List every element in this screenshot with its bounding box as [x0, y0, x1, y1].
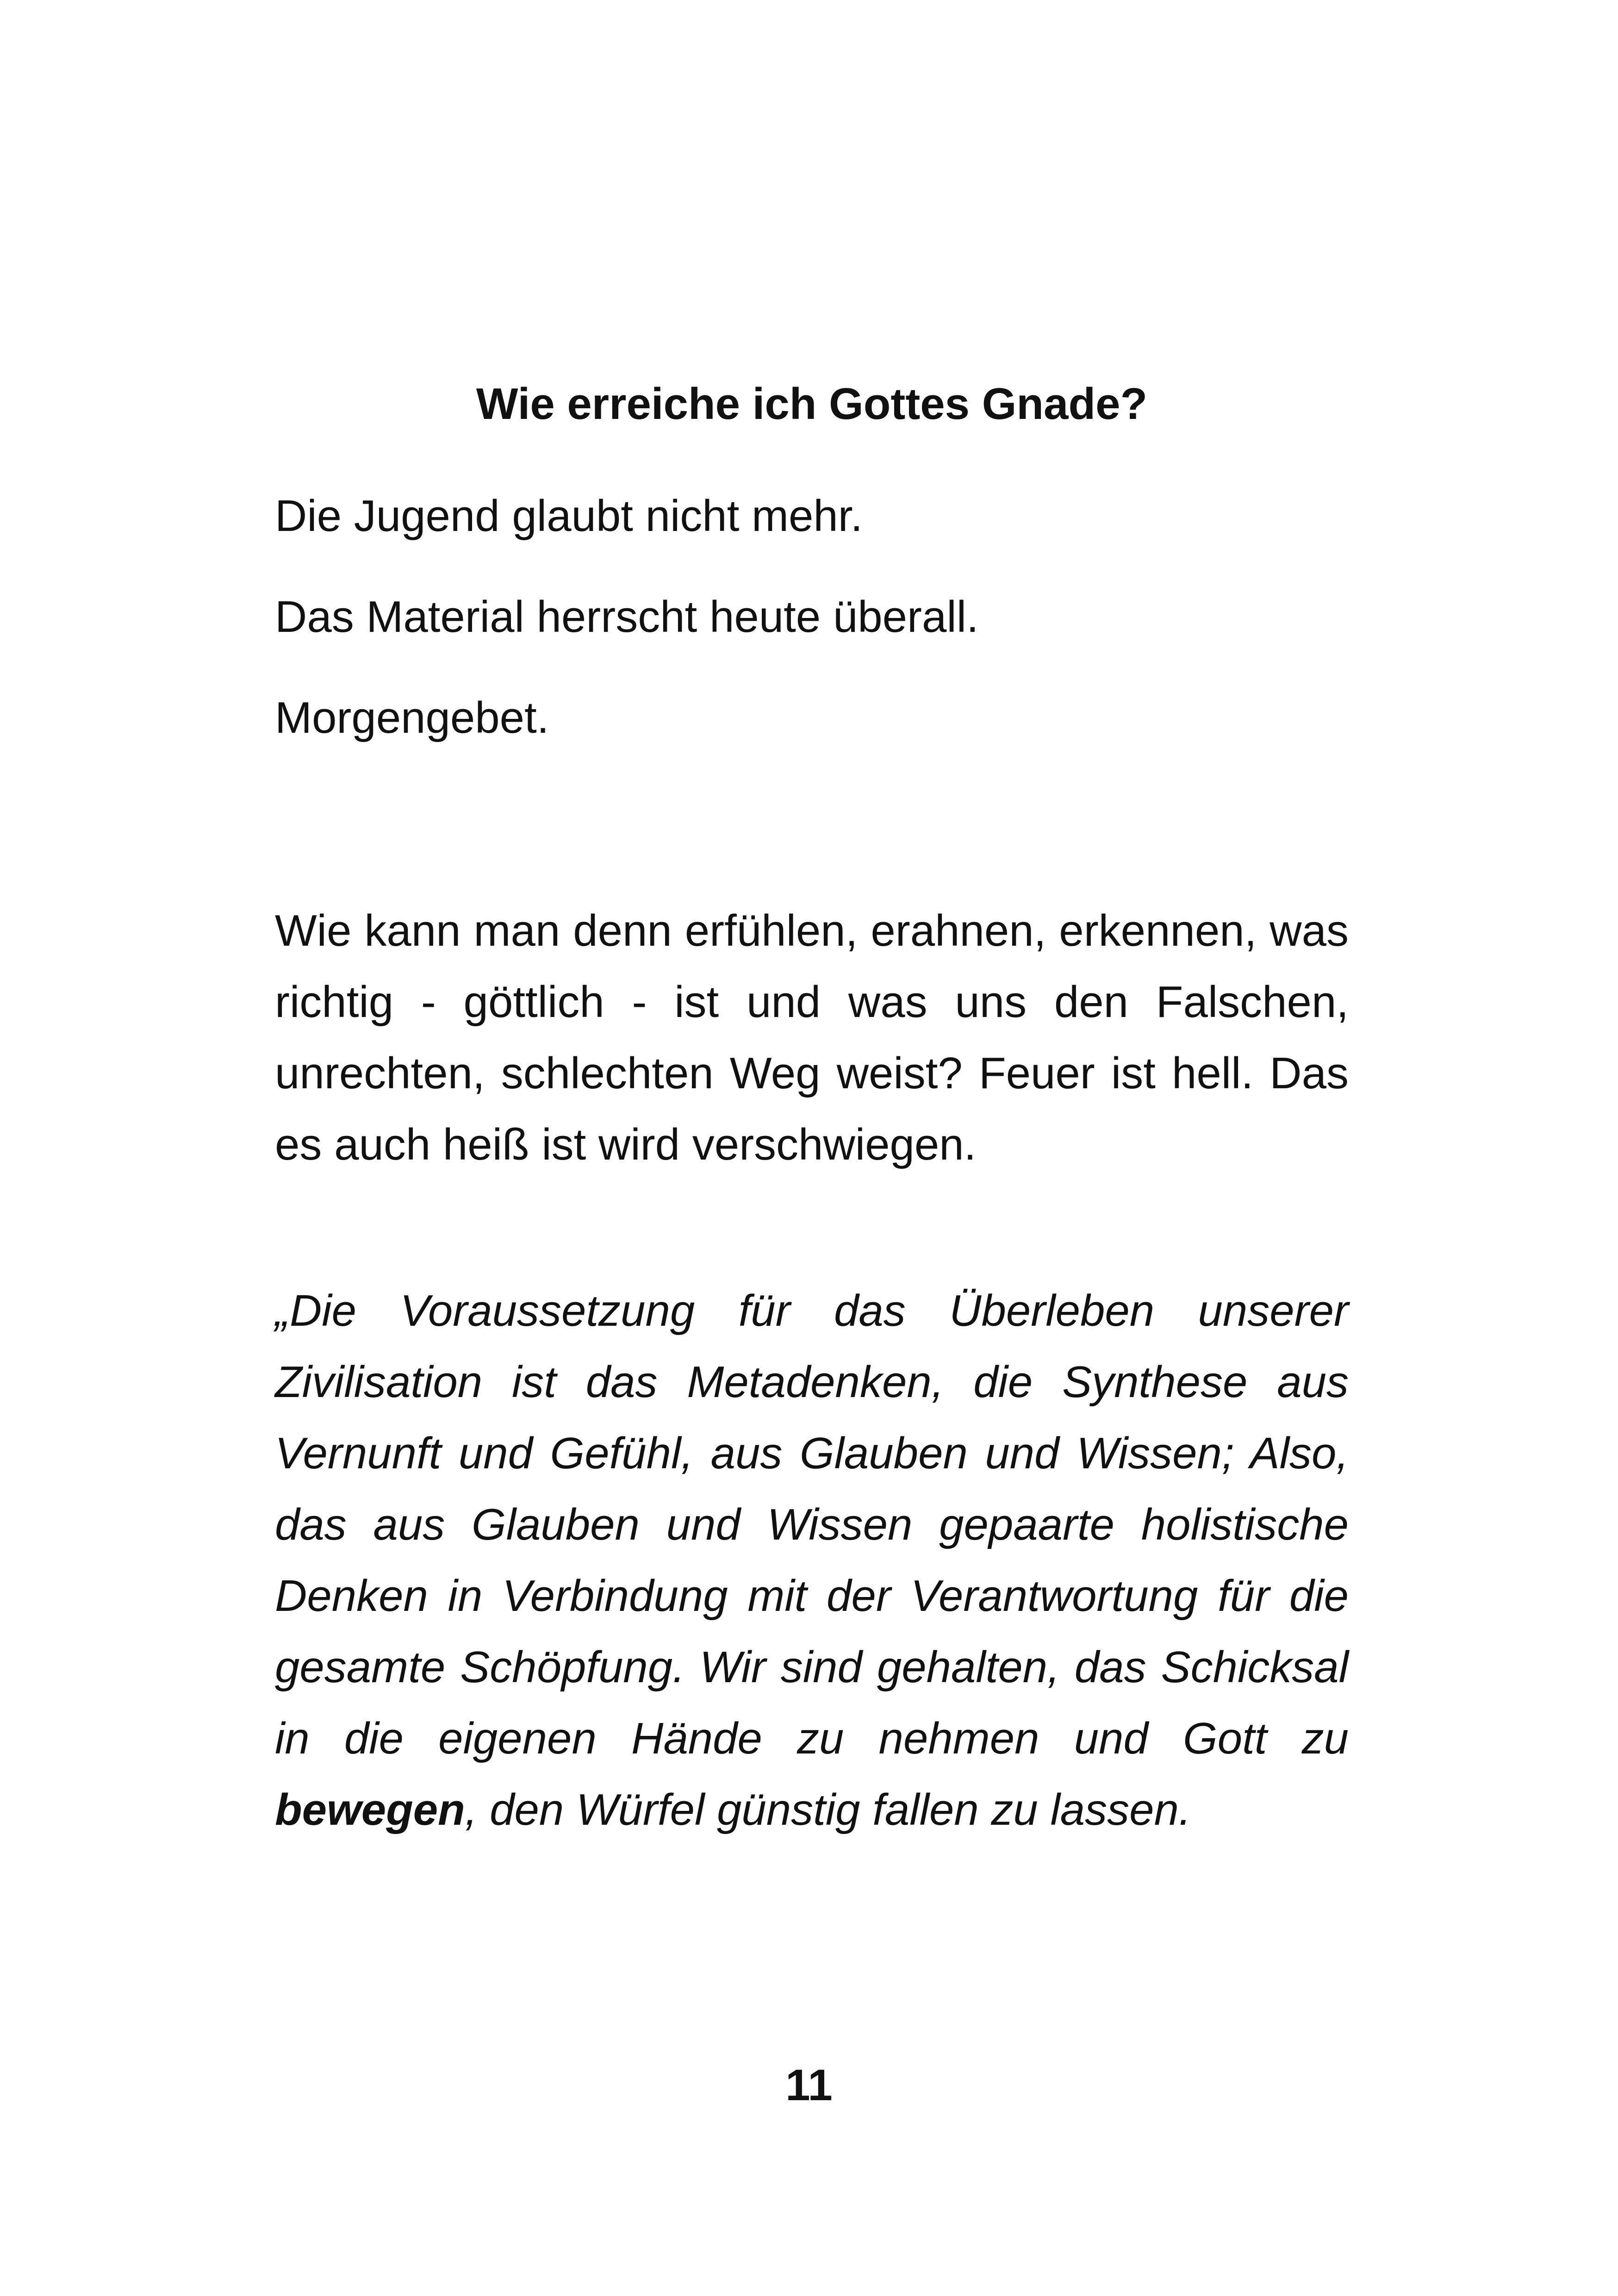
quote-emphasis: bewegen — [275, 1785, 465, 1834]
text-line-1: Die Jugend glaubt nicht mehr. — [275, 491, 863, 541]
text-line-3: Morgengebet. — [275, 693, 549, 742]
quote-paragraph — [275, 1275, 1349, 1846]
body-paragraph: Wie kann man denn erfühlen, erahnen, erkennen, was richtig - göttlich - ist und was uns den Falschen, unrechten, schlechten Weg weist? Feuer ist hell. Das es auch heiß ist wird verschwiegen. — [275, 906, 1349, 1169]
page-title: Wie erreiche ich Gottes Gnade? — [476, 379, 1148, 429]
quote-text-end: , den Würfel günstig fallen zu lassen. — [465, 1785, 1191, 1834]
quote-text-start: „Die Voraussetzung für das Überleben unserer Zivilisation ist das Metadenken, die Synthese aus Vernunft und Gefühl, aus Glauben und Wissen; Also, das aus Glauben und Wissen gepaarte holistische Denken in Verbindung mit der Verantwortung für die gesamte Schöpfung. Wir sind gehalten, das Schicksal in die eigenen Hände zu nehmen und Gott zu — [275, 1286, 1349, 1763]
page-number: 11 — [785, 2060, 833, 2110]
text-line-2: Das Material herrscht heute überall. — [275, 592, 979, 642]
